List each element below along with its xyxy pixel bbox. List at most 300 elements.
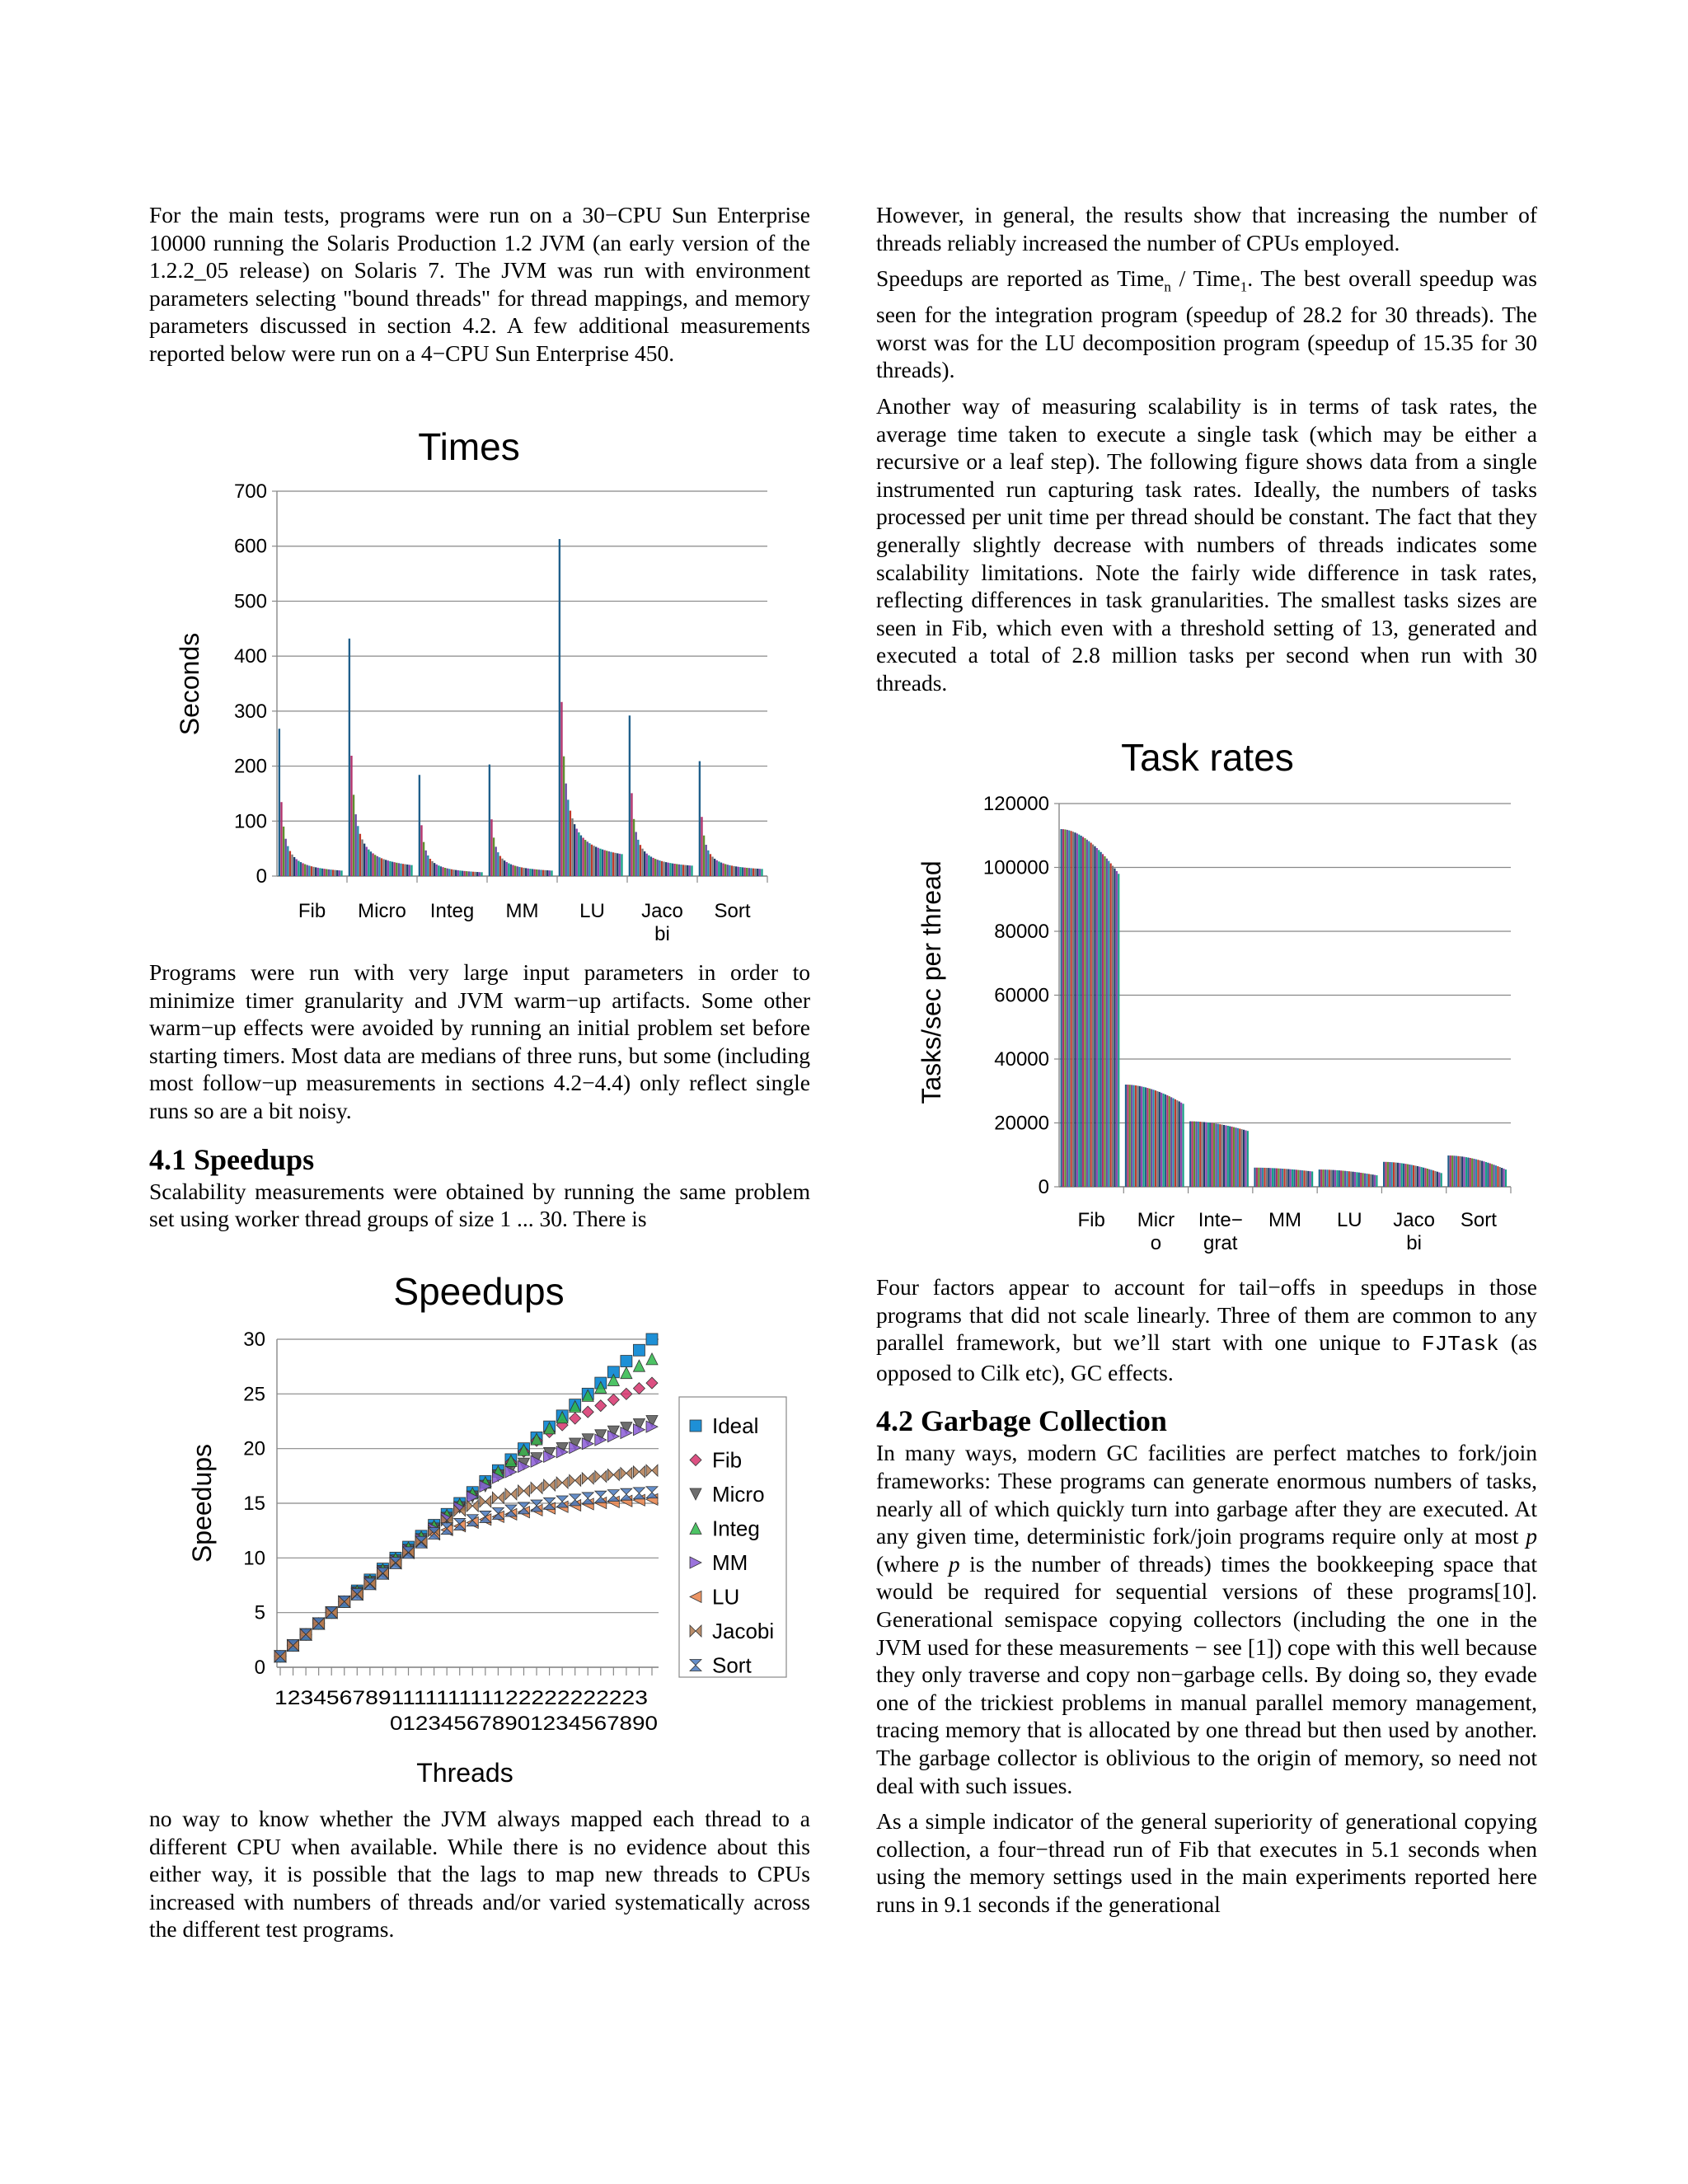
- bar-integrat-t20: [1227, 1126, 1229, 1187]
- bar-integ-t22: [463, 871, 465, 876]
- bar-micro-t20: [1162, 1094, 1164, 1187]
- bar-fib-t11: [300, 862, 302, 876]
- bar-mm-t7: [1266, 1168, 1268, 1187]
- bar-integ-t24: [468, 871, 470, 876]
- bar-micro-t12: [372, 853, 373, 876]
- bar-jacobi-t3: [633, 819, 635, 876]
- bar-sort-t29: [759, 869, 761, 876]
- bar-integ-t17: [452, 869, 454, 876]
- bar-micro-t15: [1152, 1090, 1154, 1187]
- bar-fib-t9: [1076, 833, 1078, 1187]
- bar-sort-t14: [1473, 1159, 1475, 1187]
- bar-lu-t2: [560, 702, 562, 876]
- bar-jacobi-t13: [654, 859, 656, 876]
- bar-fib-t27: [334, 870, 335, 876]
- bar-fib-t16: [311, 866, 312, 876]
- paragraph-input-params: Programs were run with very large input parameters in order to minimize timer granularity and JVM warm−up artifacts. Some other warm−up effects were avoided by running an initial problem set before starting timers. Most data are medians of three runs, but some (including most follow−up measurements in sections 4.2−4.4) only reflect single runs so are a bit noisy.: [149, 959, 810, 1123]
- bar-sort-t1: [699, 762, 701, 876]
- bar-mm-t18: [525, 868, 527, 876]
- y-tick-label: 0: [256, 865, 267, 888]
- bar-jacobi-t15: [1411, 1165, 1413, 1187]
- heading-speedups: 4.1 Speedups: [149, 1142, 315, 1176]
- bar-integrat-t28: [1243, 1130, 1245, 1187]
- bar-jacobi-t23: [1427, 1169, 1428, 1187]
- bar-jacobi-t2: [1385, 1162, 1386, 1187]
- bar-micro-t26: [1175, 1099, 1176, 1187]
- bar-mm-t15: [1282, 1169, 1283, 1187]
- bar-mm-t17: [523, 868, 524, 876]
- bar-sort-t4: [706, 845, 707, 876]
- bar-jacobi-t6: [1393, 1162, 1395, 1187]
- bar-lu-t21: [602, 850, 603, 876]
- bar-micro-t18: [385, 860, 387, 876]
- bar-jacobi-t27: [1434, 1171, 1436, 1187]
- bar-integ-t8: [434, 863, 435, 876]
- bar-lu-t28: [617, 853, 618, 876]
- bar-sort-t2: [1450, 1155, 1451, 1187]
- bar-integrat-t18: [1223, 1125, 1225, 1187]
- bar-mm-t16: [1283, 1169, 1285, 1187]
- bar-lu-t23: [1362, 1173, 1364, 1187]
- bar-jacobi-t16: [1413, 1165, 1414, 1187]
- bar-fib-t14: [307, 865, 308, 876]
- bar-sort-t19: [1483, 1161, 1484, 1187]
- point-jacobi-t20: [518, 1485, 529, 1497]
- bar-integrat-t13: [1213, 1123, 1215, 1187]
- bar-lu-t13: [584, 840, 586, 876]
- bar-micro-t1: [1125, 1085, 1127, 1187]
- y-tick-label: 40000: [994, 1048, 1049, 1071]
- bar-jacobi-t24: [678, 865, 680, 876]
- bar-jacobi-t6: [640, 845, 641, 876]
- bar-sort-t13: [1471, 1159, 1473, 1187]
- bar-fib-t15: [308, 865, 310, 876]
- bar-micro-t11: [370, 851, 372, 876]
- bar-lu-t29: [619, 854, 621, 876]
- x-category-label: Micro: [358, 900, 406, 922]
- bar-micro-t26: [402, 864, 404, 876]
- bar-mm-t8: [1268, 1168, 1269, 1187]
- point-integ-t29: [633, 1360, 645, 1371]
- x-category-label: MM: [1268, 1209, 1301, 1231]
- bar-lu-t16: [591, 845, 593, 876]
- bar-fib-t19: [317, 868, 319, 876]
- x-category-label: o: [1150, 1232, 1162, 1254]
- bar-jacobi-t9: [646, 854, 648, 876]
- y-axis-label: Seconds: [175, 632, 204, 736]
- bar-fib-t30: [1118, 874, 1119, 1187]
- bar-jacobi-t1: [1383, 1162, 1385, 1187]
- bar-fib-t13: [304, 865, 306, 876]
- bar-mm-t25: [540, 869, 542, 876]
- bar-fib-t30: [340, 870, 342, 876]
- bar-micro-t21: [392, 862, 393, 876]
- left-column-bottom: [149, 1805, 810, 1952]
- point-ideal-t30: [646, 1333, 658, 1345]
- bar-sort-t15: [1475, 1160, 1477, 1187]
- bar-mm-t23: [536, 869, 537, 876]
- y-axis-label: Speedups: [187, 1443, 217, 1563]
- y-tick-label: 20: [243, 1437, 265, 1460]
- bar-lu-t5: [567, 799, 569, 876]
- bar-fib-t28: [336, 870, 338, 876]
- bar-lu-t23: [606, 851, 607, 876]
- x-category-label: Jaco: [1393, 1209, 1435, 1231]
- bar-lu-t15: [588, 843, 590, 876]
- bar-jacobi-t18: [665, 862, 667, 876]
- bar-integrat-t24: [1235, 1127, 1236, 1187]
- bar-fib-t10: [298, 860, 299, 876]
- bar-fib-t1: [279, 729, 280, 876]
- bar-sort-t17: [1479, 1160, 1481, 1187]
- bar-integ-t3: [423, 842, 424, 876]
- bar-jacobi-t2: [631, 793, 632, 876]
- bar-jacobi-t21: [1423, 1168, 1424, 1187]
- bar-fib-t13: [1084, 838, 1085, 1187]
- fjtask-code: FJTask: [1422, 1332, 1499, 1357]
- y-tick-label: 100000: [982, 856, 1049, 879]
- bar-fib-t3: [283, 827, 284, 876]
- bar-fib-t28: [1114, 869, 1115, 1187]
- paragraph-jvm-mapping: no way to know whether the JVM always mapped each thread to a different CPU when available. While there is no evidence about this either way, it is possible that the lags to map new threads to CPUs increased with numbers of threads and/or varied systematically across the different test programs.: [149, 1806, 810, 1943]
- point-sort-t27: [607, 1490, 619, 1502]
- bar-mm-t30: [1311, 1171, 1313, 1187]
- bar-lu-t6: [1329, 1169, 1330, 1187]
- bar-integrat-t27: [1241, 1129, 1243, 1187]
- bar-mm-t19: [528, 869, 529, 876]
- legend-marker-ideal: [690, 1420, 701, 1432]
- y-tick-label: 80000: [994, 921, 1049, 943]
- bar-mm-t13: [514, 866, 516, 876]
- bar-fib-t29: [339, 870, 340, 876]
- bar-mm-t24: [538, 869, 540, 876]
- bar-mm-t11: [1273, 1168, 1275, 1187]
- left-column-mid: [149, 958, 810, 1233]
- bar-mm-t14: [517, 866, 518, 876]
- bar-micro-t9: [1141, 1086, 1142, 1187]
- bar-fib-t1: [1061, 829, 1062, 1187]
- bar-integ-t10: [438, 865, 439, 876]
- bar-fib-t23: [1104, 856, 1105, 1187]
- bar-sort-t9: [716, 860, 718, 876]
- point-jacobi-t27: [607, 1469, 619, 1480]
- bar-mm-t29: [549, 870, 551, 876]
- bar-lu-t19: [1354, 1172, 1356, 1187]
- bar-micro-t11: [1145, 1087, 1146, 1187]
- bar-mm-t16: [521, 867, 523, 876]
- bar-fib-t23: [326, 869, 327, 876]
- bar-integrat-t10: [1207, 1122, 1209, 1187]
- x-category-label: LU: [1336, 1209, 1362, 1231]
- bar-fib-t22: [323, 869, 325, 876]
- bar-jacobi-t4: [1389, 1162, 1390, 1187]
- bar-integ-t7: [431, 861, 433, 876]
- bar-lu-t11: [580, 836, 582, 876]
- y-tick-label: 100: [233, 810, 267, 833]
- bar-fib-t4: [285, 839, 287, 876]
- paragraph-generational: As a simple indicator of the general superiority of generational copying collection, a four−thread run of Fib that executes in 5.1 seconds when using the memory settings used in the main experiments reported here runs in 9.1 seconds if the generational: [876, 1808, 1537, 1917]
- bar-jacobi-t9: [1399, 1163, 1400, 1187]
- point-jacobi-t29: [633, 1466, 645, 1478]
- bar-jacobi-t22: [1424, 1168, 1426, 1187]
- bar-lu-t16: [1348, 1171, 1350, 1187]
- bar-jacobi-t11: [1403, 1164, 1404, 1187]
- point-jacobi-t22: [544, 1479, 556, 1491]
- paragraph-gc: In many ways, modern GC facilities are perfect matches to fork/join frameworks: These programs can generate enormous numbers of tasks, nearly all of which quickly turn into garbage after they are executed. At any given time, deterministic fork/join programs require only at most p (where p is the number of threads) times the bookkeeping space that would be required for sequential versions of these programs[10]. Generational semispace copying collectors (including the one in the JVM used for these measurements − see [1]) cope with this well because they only traverse and copy non−garbage cells. By doing so, they evade one of the trickiest problems in manual parallel memory management, tracing memory that is allocated by one thread but then used by another. The garbage collector is oblivious to the origin of memory, so need not deal with such issues.: [876, 1440, 1538, 1798]
- bar-jacobi-t16: [661, 861, 663, 876]
- bar-integ-t1: [419, 775, 420, 876]
- bar-fib-t12: [1082, 837, 1084, 1187]
- left-column: [149, 201, 810, 376]
- bar-mm-t21: [1293, 1169, 1295, 1187]
- bar-lu-t8: [1333, 1170, 1334, 1187]
- bar-sort-t1: [1447, 1155, 1449, 1187]
- bar-lu-t12: [1340, 1170, 1342, 1187]
- bar-sort-t25: [1495, 1165, 1497, 1187]
- bar-micro-t24: [1170, 1097, 1172, 1187]
- bar-micro-t14: [1151, 1089, 1152, 1187]
- point-jacobi-t24: [570, 1474, 581, 1486]
- bar-lu-t30: [1376, 1175, 1377, 1187]
- chart-title: Speedups: [393, 1270, 565, 1313]
- point-sort-t24: [570, 1494, 581, 1506]
- bar-sort-t22: [743, 868, 745, 876]
- bar-integ-t2: [420, 825, 422, 876]
- bar-sort-t13: [724, 864, 726, 876]
- bar-integrat-t7: [1202, 1122, 1203, 1187]
- bar-fib-t24: [1106, 859, 1108, 1187]
- point-jacobi-t17: [480, 1496, 491, 1507]
- bar-micro-t16: [381, 858, 382, 876]
- bar-jacobi-t10: [1401, 1163, 1403, 1187]
- bar-fib-t12: [302, 863, 303, 876]
- point-fib-t27: [607, 1394, 619, 1405]
- bar-sort-t18: [1481, 1161, 1483, 1187]
- bar-sort-t2: [701, 817, 702, 876]
- bar-integrat-t12: [1212, 1123, 1213, 1187]
- bar-sort-t7: [1460, 1156, 1461, 1187]
- bar-fib-t26: [1110, 864, 1112, 1187]
- bar-lu-t5: [1326, 1169, 1328, 1187]
- bar-mm-t11: [510, 865, 512, 876]
- bar-lu-t25: [1366, 1174, 1367, 1187]
- bar-sort-t17: [733, 866, 734, 876]
- bar-micro-t16: [1155, 1090, 1156, 1187]
- bar-jacobi-t30: [691, 865, 692, 876]
- bar-integ-t18: [455, 870, 457, 876]
- bar-fib-t3: [1064, 829, 1066, 1187]
- bar-sort-t28: [1501, 1168, 1503, 1187]
- bar-micro-t24: [398, 863, 400, 876]
- legend-label-micro: Micro: [712, 1482, 765, 1507]
- bar-jacobi-t29: [689, 865, 691, 876]
- bar-fib-t6: [1071, 831, 1072, 1187]
- bar-micro-t8: [363, 844, 365, 876]
- bar-integ-t26: [472, 872, 474, 876]
- bar-integ-t29: [479, 872, 481, 876]
- bar-mm-t19: [1290, 1169, 1292, 1187]
- right-column: [876, 201, 1537, 705]
- bar-integrat-t9: [1205, 1122, 1207, 1187]
- bar-sort-t21: [1487, 1163, 1489, 1187]
- bar-integrat-t6: [1199, 1122, 1201, 1187]
- y-tick-label: 300: [233, 700, 267, 723]
- y-tick-label: 0: [1038, 1176, 1049, 1198]
- bar-fib-t25: [330, 869, 331, 876]
- bar-micro-t30: [410, 865, 412, 876]
- bar-mm-t28: [546, 870, 548, 876]
- bar-integrat-t26: [1239, 1128, 1240, 1187]
- bar-lu-t9: [1334, 1170, 1336, 1187]
- legend-label-ideal: Ideal: [712, 1413, 759, 1438]
- bar-jacobi-t19: [668, 863, 669, 876]
- bar-micro-t17: [1156, 1091, 1158, 1187]
- point-jacobi-t21: [531, 1482, 542, 1493]
- bar-micro-t30: [1182, 1104, 1184, 1187]
- bar-sort-t14: [727, 865, 729, 876]
- bar-fib-t8: [293, 857, 295, 876]
- bar-mm-t18: [1287, 1169, 1289, 1187]
- legend-label-jacobi: Jacobi: [712, 1619, 775, 1643]
- bar-integrat-t14: [1215, 1123, 1217, 1187]
- bar-mm-t26: [542, 870, 544, 876]
- point-sort-t30: [646, 1487, 658, 1498]
- bar-lu-t24: [608, 851, 610, 876]
- point-sort-t29: [633, 1488, 645, 1499]
- bar-sort-t6: [710, 854, 711, 876]
- bar-micro-t25: [1172, 1099, 1174, 1187]
- y-tick-label: 120000: [982, 793, 1049, 815]
- bar-micro-t6: [359, 834, 361, 876]
- bar-sort-t3: [703, 836, 705, 876]
- bar-sort-t10: [718, 861, 720, 876]
- bar-mm-t4: [495, 846, 497, 876]
- bar-sort-t25: [750, 868, 752, 876]
- point-fib-t29: [633, 1383, 645, 1394]
- bar-fib-t27: [1112, 866, 1114, 1187]
- bar-mm-t13: [1278, 1169, 1279, 1187]
- point-jacobi-t26: [595, 1471, 607, 1483]
- x-category-label: Micr: [1137, 1209, 1175, 1231]
- bar-integrat-t29: [1245, 1130, 1246, 1187]
- point-fib-t26: [595, 1400, 607, 1412]
- bar-fib-t15: [1088, 841, 1090, 1187]
- bar-jacobi-t5: [637, 840, 639, 876]
- bar-jacobi-t18: [1417, 1166, 1418, 1187]
- times-chart: [149, 419, 809, 954]
- x-category-label: bi: [1406, 1232, 1422, 1254]
- bar-micro-t12: [1146, 1088, 1148, 1187]
- bar-integ-t23: [466, 871, 467, 876]
- bar-fib-t14: [1086, 840, 1088, 1187]
- bar-lu-t17: [1350, 1171, 1352, 1187]
- bar-jacobi-t7: [1395, 1163, 1396, 1187]
- bar-jacobi-t17: [1414, 1165, 1416, 1187]
- bar-mm-t28: [1307, 1171, 1309, 1187]
- bar-micro-t7: [1137, 1085, 1138, 1187]
- y-axis-label: Tasks/sec per thread: [917, 860, 946, 1104]
- bar-jacobi-t24: [1428, 1169, 1430, 1187]
- x-category-label: LU: [579, 900, 605, 922]
- bar-lu-t24: [1364, 1174, 1366, 1187]
- point-jacobi-t23: [556, 1477, 568, 1488]
- bar-fib-t4: [1067, 830, 1068, 1187]
- bar-micro-t3: [353, 794, 354, 876]
- bar-integ-t16: [451, 869, 452, 876]
- bar-integrat-t11: [1209, 1122, 1211, 1187]
- bar-lu-t25: [610, 852, 612, 876]
- point-sort-t28: [621, 1488, 632, 1500]
- bar-lu-t29: [1374, 1175, 1376, 1187]
- bar-integrat-t16: [1219, 1124, 1221, 1187]
- bar-integ-t12: [442, 867, 443, 876]
- bar-jacobi-t19: [1418, 1167, 1420, 1187]
- bar-lu-t1: [1319, 1169, 1320, 1187]
- bar-integ-t21: [462, 871, 463, 876]
- bar-fib-t21: [1100, 852, 1102, 1187]
- x-category-label: Integ: [429, 900, 475, 922]
- bar-mm-t9: [1270, 1168, 1272, 1187]
- bar-sort-t11: [1467, 1158, 1469, 1187]
- bar-fib-t6: [289, 851, 291, 876]
- bar-lu-t3: [563, 757, 565, 876]
- bar-mm-t20: [529, 869, 531, 876]
- bar-mm-t4: [1260, 1168, 1262, 1187]
- bar-fib-t17: [1092, 845, 1094, 1187]
- bar-micro-t22: [393, 862, 395, 876]
- bar-sort-t8: [1461, 1156, 1463, 1187]
- bar-fib-t21: [321, 869, 323, 876]
- bar-sort-t10: [1465, 1157, 1467, 1187]
- chart-title: Times: [418, 425, 520, 468]
- bar-micro-t17: [382, 859, 384, 876]
- point-fib-t24: [570, 1413, 581, 1424]
- bar-sort-t5: [707, 851, 709, 876]
- bar-integ-t5: [427, 855, 429, 876]
- bar-lu-t22: [603, 851, 605, 876]
- bar-sort-t16: [1477, 1160, 1479, 1187]
- point-sort-t26: [595, 1491, 607, 1502]
- bar-micro-t21: [1165, 1094, 1166, 1187]
- bar-integ-t27: [474, 872, 476, 876]
- bar-micro-t19: [387, 860, 389, 876]
- bar-mm-t8: [504, 860, 505, 876]
- bar-micro-t29: [409, 865, 410, 876]
- bar-jacobi-t8: [644, 851, 645, 876]
- bar-lu-t20: [1356, 1172, 1357, 1187]
- bar-mm-t27: [544, 870, 546, 876]
- bar-fib-t22: [1102, 854, 1104, 1187]
- bar-micro-t28: [1179, 1101, 1180, 1187]
- bar-jacobi-t26: [682, 865, 684, 876]
- bar-mm-t23: [1297, 1170, 1299, 1187]
- y-tick-label: 700: [233, 480, 267, 503]
- bar-jacobi-t20: [1421, 1167, 1423, 1187]
- bar-mm-t29: [1310, 1171, 1311, 1187]
- bar-fib-t10: [1078, 835, 1080, 1187]
- bar-sort-t20: [739, 867, 741, 876]
- bar-mm-t22: [1296, 1169, 1297, 1187]
- bar-integ-t9: [436, 865, 438, 876]
- bar-micro-t27: [1176, 1100, 1178, 1187]
- bar-lu-t22: [1360, 1173, 1362, 1187]
- point-fib-t30: [646, 1377, 658, 1389]
- bar-lu-t13: [1343, 1170, 1344, 1187]
- bar-integ-t4: [425, 851, 427, 876]
- bar-lu-t15: [1346, 1171, 1348, 1187]
- bar-integrat-t30: [1247, 1131, 1249, 1187]
- y-tick-label: 5: [254, 1601, 265, 1624]
